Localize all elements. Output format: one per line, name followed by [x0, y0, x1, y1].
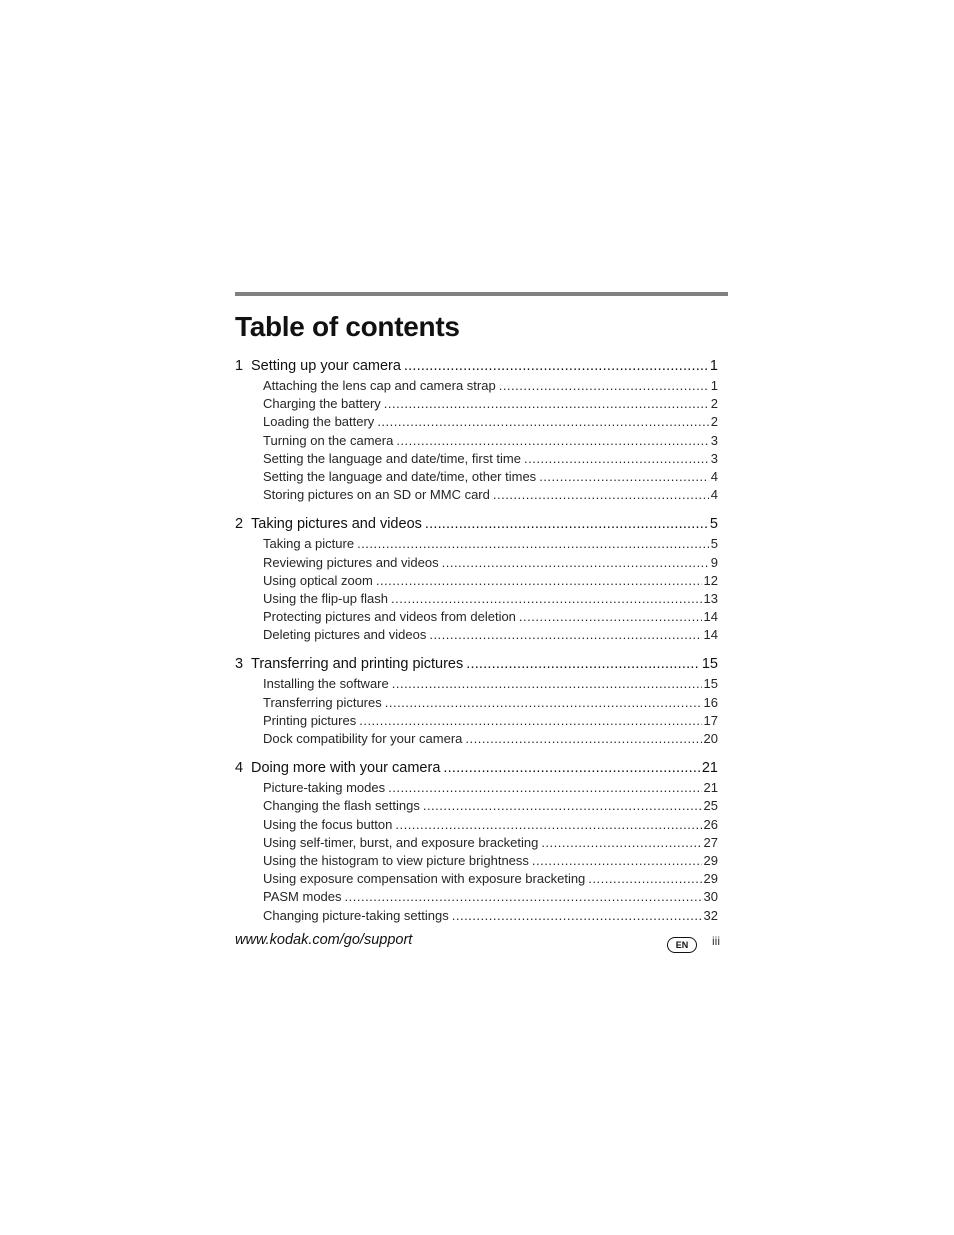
entry-title: PASM modes: [263, 889, 345, 904]
dot-leader: [425, 516, 708, 532]
chapter-number: 3: [235, 656, 244, 673]
dot-leader: [345, 889, 702, 904]
chapter-page-number: 5: [709, 516, 718, 533]
toc-entry[interactable]: [235, 396, 718, 414]
toc-chapter-section: [235, 516, 718, 645]
dot-leader: [588, 871, 701, 886]
toc-chapter-entry[interactable]: [235, 656, 718, 676]
entry-page-number: 26: [703, 816, 718, 832]
dot-leader: [524, 451, 709, 466]
entry-page-number: 14: [703, 609, 718, 625]
chapter-title: [235, 516, 425, 532]
entry-page-number: 25: [703, 798, 718, 814]
entry-page-number: 17: [703, 712, 718, 728]
dot-leader: [443, 760, 699, 776]
dot-leader: [423, 798, 702, 813]
table-of-contents: [235, 358, 718, 937]
entry-page-number: 16: [703, 694, 718, 710]
dot-leader: [357, 536, 709, 551]
entry-page-number: 14: [703, 627, 718, 643]
toc-entry[interactable]: [235, 817, 718, 835]
chapter-title-text: Doing more with your camera: [251, 760, 441, 777]
dot-leader: [429, 627, 701, 642]
entry-page-number: 30: [703, 889, 718, 905]
chapter-page-number: 21: [701, 760, 718, 777]
dot-leader: [452, 908, 702, 923]
dot-leader: [395, 817, 701, 832]
entry-page-number: 21: [703, 780, 718, 796]
entry-page-number: 20: [703, 731, 718, 746]
chapter-page-number: 15: [701, 656, 718, 673]
toc-chapter-entry[interactable]: [235, 760, 718, 780]
dot-leader: [388, 780, 701, 795]
toc-entry[interactable]: [235, 573, 718, 591]
toc-entry[interactable]: [235, 469, 718, 487]
entry-title: Using exposure compensation with exposure bracketing: [263, 871, 588, 886]
entry-page-number: 3: [710, 432, 718, 448]
language-badge: EN: [667, 937, 697, 953]
dot-leader: [392, 676, 702, 691]
dot-leader: [404, 358, 708, 374]
chapter-number: 2: [235, 516, 244, 533]
entry-title: Protecting pictures and videos from deletion: [263, 609, 519, 624]
entry-title: Storing pictures on an SD or MMC card: [263, 487, 493, 502]
entry-title: Using optical zoom: [263, 573, 376, 588]
entry-title: Setting the language and date/time, other times: [263, 469, 539, 484]
toc-entry[interactable]: [235, 835, 718, 853]
entry-page-number: 3: [710, 450, 718, 466]
dot-leader: [532, 853, 702, 868]
entry-page-number: 12: [703, 572, 718, 588]
toc-entry[interactable]: [235, 433, 718, 451]
entry-title: Using self-timer, burst, and exposure bracketing: [263, 835, 541, 850]
toc-chapter-section: [235, 656, 718, 749]
entry-title: Attaching the lens cap and camera strap: [263, 378, 499, 393]
entry-title: Changing the flash settings: [263, 798, 423, 813]
entry-title: Reviewing pictures and videos: [263, 555, 442, 570]
entry-title: Dock compatibility for your camera: [263, 731, 465, 746]
entry-title: Charging the battery: [263, 396, 384, 411]
chapter-number: 4: [235, 760, 244, 777]
entry-title: Transferring pictures: [263, 695, 385, 710]
toc-entry[interactable]: [235, 378, 718, 396]
toc-entry[interactable]: [235, 889, 718, 907]
toc-entry[interactable]: [235, 609, 718, 627]
entry-title: Deleting pictures and videos: [263, 627, 429, 642]
toc-entry[interactable]: [235, 713, 718, 731]
chapter-title: [235, 358, 404, 374]
entry-title: Taking a picture: [263, 536, 357, 551]
dot-leader: [465, 731, 701, 746]
toc-entry[interactable]: [235, 908, 718, 926]
entry-page-number: 27: [703, 834, 718, 850]
entry-title: Installing the software: [263, 676, 392, 691]
toc-entry[interactable]: [235, 627, 718, 645]
chapter-title-text: Taking pictures and videos: [251, 516, 422, 533]
toc-entry[interactable]: [235, 451, 718, 469]
dot-leader: [385, 695, 702, 710]
toc-entry[interactable]: [235, 871, 718, 889]
entry-page-number: 1: [710, 378, 718, 393]
page-number: iii: [712, 934, 720, 948]
chapter-title: [235, 656, 466, 672]
dot-leader: [377, 414, 708, 429]
toc-chapter-entry[interactable]: [235, 358, 718, 378]
entry-title: Printing pictures: [263, 713, 359, 728]
chapter-number: 1: [235, 358, 244, 374]
entry-title: Using the focus button: [263, 817, 395, 832]
toc-chapter-section: [235, 760, 718, 926]
toc-entry[interactable]: [235, 591, 718, 609]
entry-page-number: 4: [710, 487, 718, 503]
entry-title: Turning on the camera: [263, 433, 396, 448]
toc-entry[interactable]: [235, 536, 718, 554]
entry-page-number: 29: [703, 852, 718, 868]
dot-leader: [519, 609, 702, 624]
header-rule: [235, 292, 728, 296]
entry-title: Loading the battery: [263, 414, 377, 429]
entry-page-number: 15: [703, 676, 718, 692]
chapter-title-text: Setting up your camera: [251, 358, 401, 374]
toc-entry[interactable]: [235, 798, 718, 816]
entry-title: Picture-taking modes: [263, 780, 388, 795]
entry-page-number: 4: [710, 468, 718, 484]
entry-page-number: 32: [703, 907, 718, 923]
entry-page-number: 9: [710, 554, 718, 570]
dot-leader: [493, 487, 709, 502]
dot-leader: [541, 835, 701, 850]
toc-entry[interactable]: [235, 780, 718, 798]
toc-entry[interactable]: [235, 695, 718, 713]
entry-page-number: 29: [703, 871, 718, 887]
entry-page-number: 2: [710, 396, 718, 412]
dot-leader: [359, 713, 701, 728]
entry-title: Using the flip-up flash: [263, 591, 391, 606]
entry-title: Setting the language and date/time, first time: [263, 451, 524, 466]
entry-page-number: 13: [703, 590, 718, 606]
chapter-title-text: Transferring and printing pictures: [251, 656, 464, 673]
toc-chapter-section: [235, 358, 718, 505]
entry-title: Using the histogram to view picture brightness: [263, 853, 532, 868]
dot-leader: [396, 433, 708, 448]
toc-entry[interactable]: [235, 676, 718, 694]
chapter-page-number: 1: [709, 358, 718, 374]
support-link[interactable]: www.kodak.com/go/support: [235, 932, 413, 948]
dot-leader: [391, 591, 702, 606]
toc-chapter-entry[interactable]: [235, 516, 718, 536]
dot-leader: [442, 555, 709, 570]
entry-page-number: 5: [710, 536, 718, 552]
toc-entry[interactable]: [235, 555, 718, 573]
toc-entry[interactable]: [235, 731, 718, 749]
page-title: Table of contents: [235, 311, 460, 342]
dot-leader: [499, 378, 709, 393]
toc-entry[interactable]: [235, 414, 718, 432]
dot-leader: [539, 469, 709, 484]
dot-leader: [466, 656, 700, 672]
dot-leader: [384, 396, 709, 411]
chapter-title: [235, 760, 443, 776]
entry-title: Changing picture-taking settings: [263, 908, 452, 923]
toc-entry[interactable]: [235, 487, 718, 505]
toc-entry[interactable]: [235, 853, 718, 871]
entry-page-number: 2: [710, 414, 718, 430]
dot-leader: [376, 573, 702, 588]
